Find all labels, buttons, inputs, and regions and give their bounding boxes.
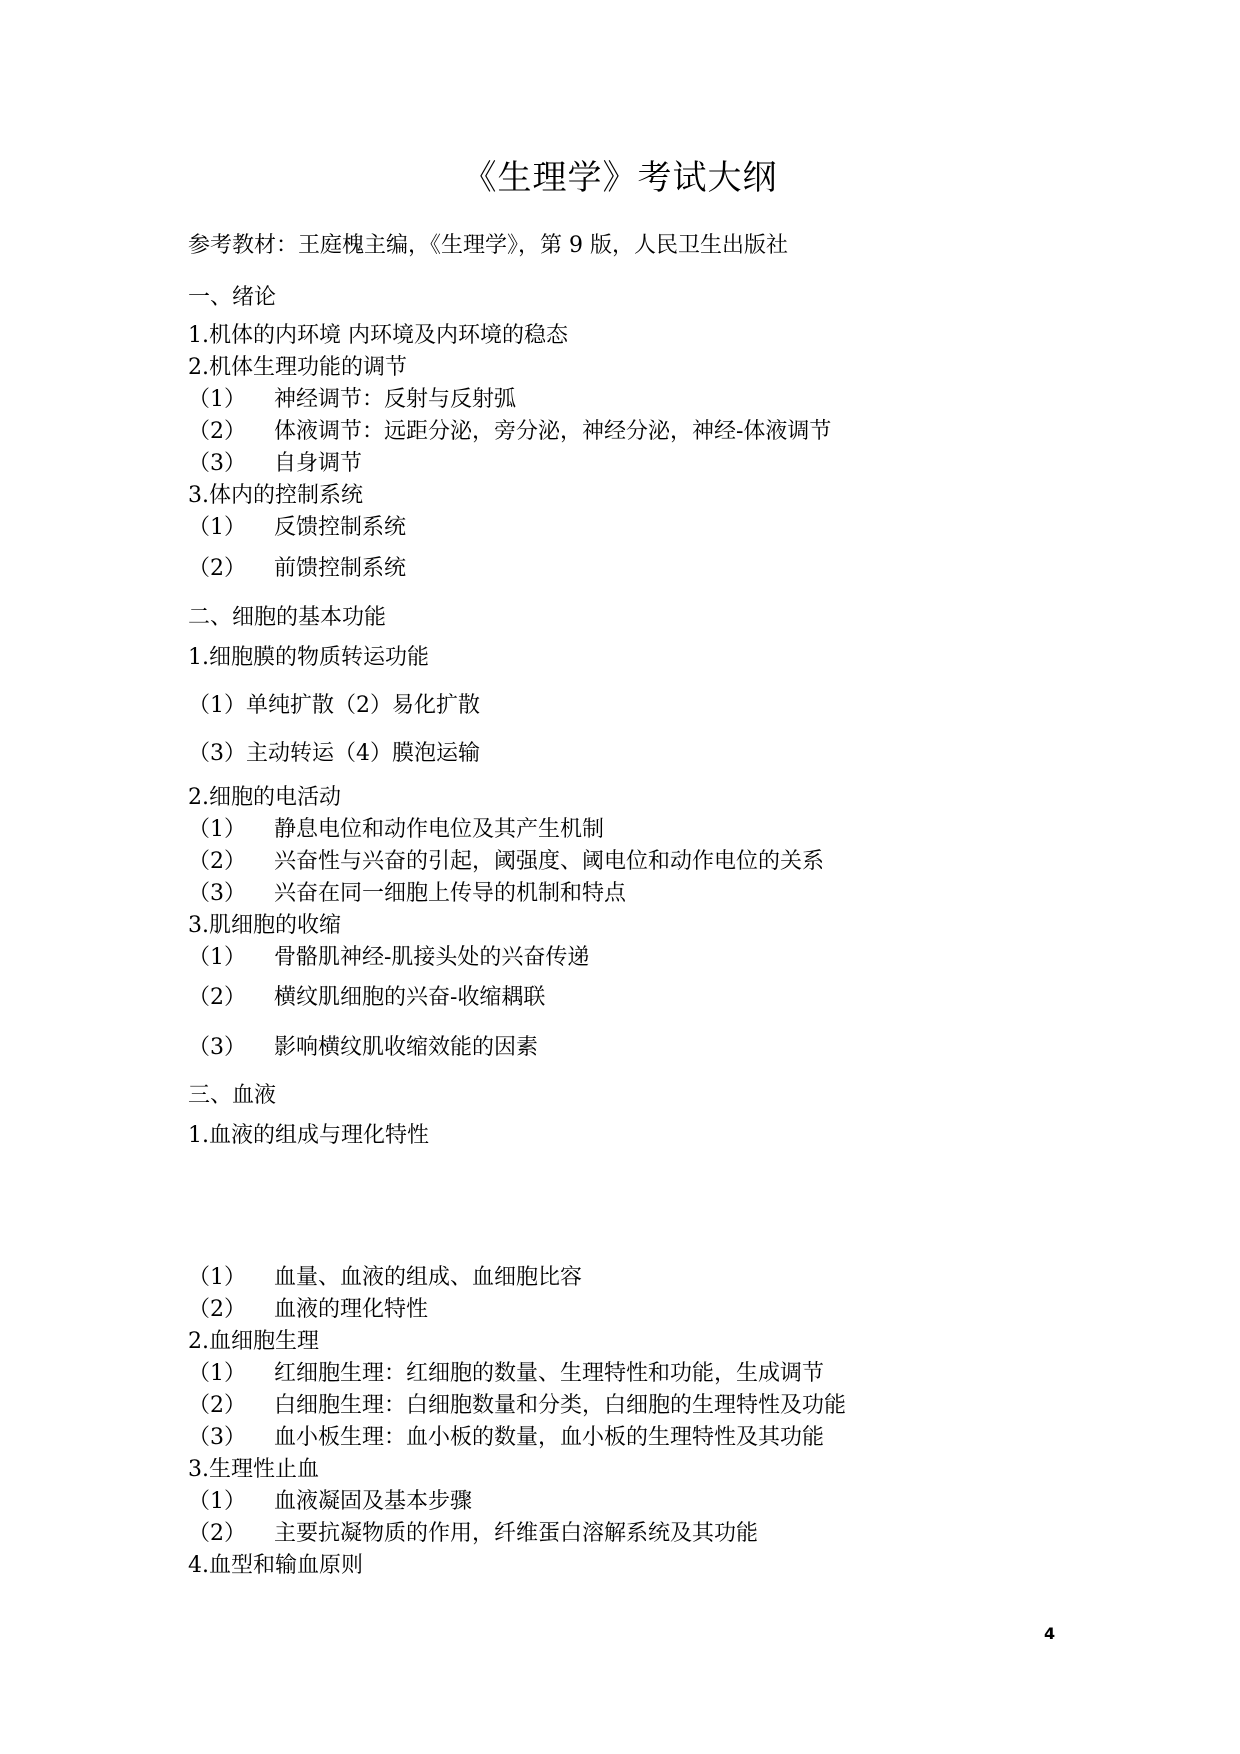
subitem-number: （2）: [188, 1297, 246, 1322]
outline-subitem: [188, 386, 516, 414]
subitem-text: 影响横纹肌收缩效能的因素: [274, 1035, 539, 1060]
outline-item: 2.血细胞生理: [188, 1329, 319, 1354]
outline-subitem: [188, 880, 626, 908]
subitem-text: 白细胞生理：白细胞数量和分类，白细胞的生理特性及功能: [274, 1393, 847, 1418]
subitem-number: （3）: [188, 451, 246, 476]
subitem-text: 兴奋性与兴奋的引起，阈强度、阈电位和动作电位的关系: [274, 849, 825, 874]
outline-subitem: [188, 1264, 582, 1292]
subitem-number: （2）: [188, 849, 246, 874]
outline-subitem: [188, 1034, 538, 1062]
outline-item: 3.体内的控制系统: [188, 483, 363, 508]
subitem-number: （2）: [188, 1393, 246, 1418]
subitem-text: 反馈控制系统: [274, 515, 407, 540]
subitem-number: （1）: [188, 1265, 246, 1290]
subitem-text: 血液凝固及基本步骤: [274, 1489, 473, 1514]
outline-item: 2.细胞的电活动: [188, 785, 341, 810]
subitem-text: 血液的理化特性: [274, 1297, 429, 1322]
outline-subitem: [188, 1488, 472, 1516]
subitem-number: （1）: [188, 515, 246, 540]
section-heading-cell-function: 二、细胞的基本功能: [188, 605, 387, 630]
subitem-number: （3）: [188, 881, 246, 906]
outline-item: 1.机体的内环境 内环境及内环境的稳态: [188, 323, 568, 348]
reference-textbook: 参考教材：王庭槐主编，《生理学》，第 9 版，人民卫生出版社: [188, 233, 788, 258]
section-heading-blood: 三、血液: [188, 1083, 277, 1108]
subitem-text: 前馈控制系统: [274, 556, 407, 581]
subitem-number: （1）: [188, 387, 246, 412]
outline-subitem: [188, 816, 604, 844]
subitem-text: 神经调节：反射与反射弧: [274, 387, 517, 412]
subitem-number: （1）: [188, 817, 246, 842]
outline-subitem: [188, 418, 831, 446]
outline-subitem: [188, 984, 545, 1012]
page-number: 4: [1044, 1624, 1056, 1643]
outline-inline-subitems: （3）主动转运（4）膜泡运输: [188, 741, 480, 766]
outline-subitem: [188, 555, 406, 583]
subitem-text: 红细胞生理：红细胞的数量、生理特性和功能，生成调节: [274, 1361, 825, 1386]
outline-subitem: [188, 1424, 824, 1452]
outline-item: 4.血型和输血原则: [188, 1553, 363, 1578]
subitem-number: （2）: [188, 1521, 246, 1546]
outline-subitem: [188, 1360, 824, 1388]
outline-subitem: [188, 1520, 758, 1548]
subitem-text: 骨骼肌神经-肌接头处的兴奋传递: [274, 945, 590, 970]
outline-subitem: [188, 1392, 846, 1420]
subitem-text: 兴奋在同一细胞上传导的机制和特点: [274, 881, 627, 906]
subitem-text: 体液调节：远距分泌，旁分泌，神经分泌，神经-体液调节: [274, 419, 832, 444]
subitem-text: 横纹肌细胞的兴奋-收缩耦联: [274, 985, 546, 1010]
subitem-number: （1）: [188, 1489, 246, 1514]
subitem-text: 主要抗凝物质的作用，纤维蛋白溶解系统及其功能: [274, 1521, 759, 1546]
outline-inline-subitems: （1）单纯扩散（2）易化扩散: [188, 693, 480, 718]
outline-item: 1.细胞膜的物质转运功能: [188, 645, 429, 670]
section-heading-introduction: 一、绪论: [188, 285, 277, 310]
subitem-text: 血小板生理：血小板的数量，血小板的生理特性及其功能: [274, 1425, 825, 1450]
subitem-number: （3）: [188, 1425, 246, 1450]
subitem-text: 自身调节: [274, 451, 363, 476]
outline-subitem: [188, 450, 362, 478]
outline-subitem: [188, 1296, 428, 1324]
outline-subitem: [188, 848, 824, 876]
outline-subitem: [188, 944, 589, 972]
subitem-number: （2）: [188, 985, 246, 1010]
subitem-number: （1）: [188, 1361, 246, 1386]
outline-item: 3.肌细胞的收缩: [188, 913, 341, 938]
outline-item: 1.血液的组成与理化特性: [188, 1123, 429, 1148]
outline-item: 2.机体生理功能的调节: [188, 355, 407, 380]
subitem-text: 血量、血液的组成、血细胞比容: [274, 1265, 583, 1290]
outline-subitem: [188, 514, 406, 542]
document-title: 《生理学》考试大纲: [462, 158, 778, 198]
subitem-text: 静息电位和动作电位及其产生机制: [274, 817, 605, 842]
subitem-number: （2）: [188, 419, 246, 444]
subitem-number: （3）: [188, 1035, 246, 1060]
subitem-number: （2）: [188, 556, 246, 581]
subitem-number: （1）: [188, 945, 246, 970]
outline-item: 3.生理性止血: [188, 1457, 319, 1482]
